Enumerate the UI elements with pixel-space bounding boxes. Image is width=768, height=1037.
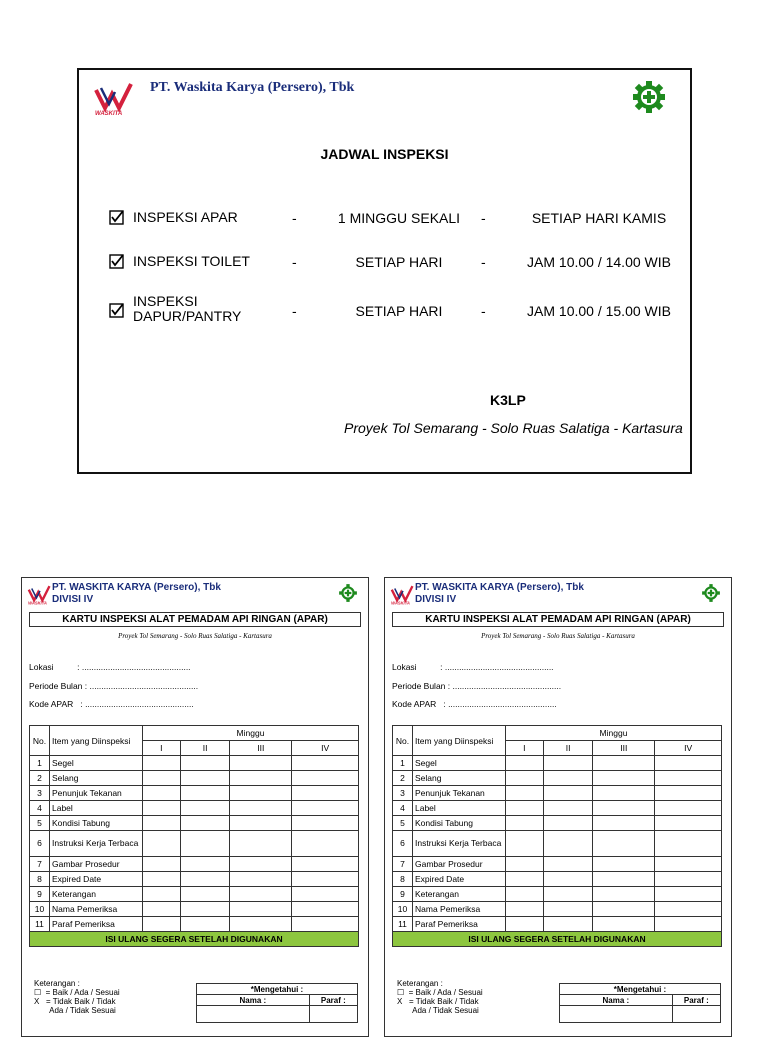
table-row xyxy=(393,872,722,887)
cell[interactable] xyxy=(180,872,230,887)
table-row xyxy=(30,801,359,816)
inspection-card-left xyxy=(21,577,369,1037)
cell[interactable] xyxy=(230,902,292,917)
legend-line: ☐ = Baik / Ada / Sesuai xyxy=(34,988,120,997)
logo-text: WASKITA xyxy=(95,111,123,116)
cell[interactable] xyxy=(292,857,359,872)
cell[interactable] xyxy=(230,756,292,771)
cell[interactable] xyxy=(506,831,544,857)
cell[interactable] xyxy=(180,801,230,816)
row-no: 4 xyxy=(393,801,413,816)
cell[interactable] xyxy=(143,887,181,902)
cell[interactable] xyxy=(543,917,593,932)
inspection-table xyxy=(29,725,359,947)
schedule-row xyxy=(109,294,679,334)
cell[interactable] xyxy=(292,816,359,831)
cell[interactable] xyxy=(593,872,655,887)
cell[interactable] xyxy=(655,801,722,816)
row-no: 1 xyxy=(30,756,50,771)
paraf-cell[interactable] xyxy=(672,1006,720,1023)
separator: - xyxy=(481,303,486,319)
legend-line: X = Tidak Baik / Tidak xyxy=(397,997,479,1006)
row-item: Label xyxy=(50,801,143,816)
cell[interactable] xyxy=(143,872,181,887)
row-item: Keterangan xyxy=(50,887,143,902)
cell[interactable] xyxy=(593,857,655,872)
nama-label: Nama : xyxy=(197,995,310,1006)
cell[interactable] xyxy=(593,756,655,771)
cell[interactable] xyxy=(655,771,722,786)
cell[interactable] xyxy=(506,816,544,831)
row-item: Penunjuk Tekanan xyxy=(413,786,506,801)
k3lp-label: K3LP xyxy=(490,392,526,408)
table-row xyxy=(393,756,722,771)
week-header: II xyxy=(543,741,593,756)
schedule-panel xyxy=(77,68,692,474)
separator: - xyxy=(481,254,486,270)
schedule-item-name: INSPEKSI APAR xyxy=(133,209,238,225)
cell[interactable] xyxy=(180,756,230,771)
week-header: III xyxy=(593,741,655,756)
company-name: PT. Waskita Karya (Persero), Tbk xyxy=(150,80,355,95)
table-row xyxy=(393,887,722,902)
mengetahui-label: *Mengetahui : xyxy=(197,984,358,995)
cell[interactable] xyxy=(593,917,655,932)
row-no: 8 xyxy=(30,872,50,887)
row-no: 6 xyxy=(30,831,50,857)
card-project: Proyek Tol Semarang - Solo Ruas Salatiga - Kartasura xyxy=(118,632,272,640)
legend-line: ☐ = Baik / Ada / Sesuai xyxy=(397,988,483,997)
cell[interactable] xyxy=(143,857,181,872)
row-no: 7 xyxy=(30,857,50,872)
card-company xyxy=(52,582,221,606)
row-item: Gambar Prosedur xyxy=(413,857,506,872)
cell[interactable] xyxy=(180,816,230,831)
division-name: DIVISI IV xyxy=(415,594,457,605)
cell[interactable] xyxy=(593,831,655,857)
cell[interactable] xyxy=(180,857,230,872)
project-name: Proyek Tol Semarang - Solo Ruas Salatiga - Kartasura xyxy=(344,420,683,436)
cell[interactable] xyxy=(506,801,544,816)
cell[interactable] xyxy=(292,771,359,786)
field-kode: Kode APAR : .............................................. xyxy=(392,699,557,709)
cell[interactable] xyxy=(506,902,544,917)
table-row xyxy=(393,801,722,816)
cell[interactable] xyxy=(543,887,593,902)
logo-text: WASKITA xyxy=(391,600,410,606)
cell[interactable] xyxy=(143,801,181,816)
cell[interactable] xyxy=(143,816,181,831)
separator: - xyxy=(481,210,486,226)
nama-cell[interactable] xyxy=(560,1006,673,1023)
cell[interactable] xyxy=(593,771,655,786)
table-row xyxy=(30,857,359,872)
card-project: Proyek Tol Semarang - Solo Ruas Salatiga - Kartasura xyxy=(481,632,635,640)
cell[interactable] xyxy=(593,801,655,816)
separator: - xyxy=(292,254,297,270)
row-no: 3 xyxy=(393,786,413,801)
gear-cross-icon xyxy=(631,81,667,113)
schedule-frequency: SETIAP HARI xyxy=(355,303,443,319)
schedule-title: JADWAL INSPEKSI xyxy=(320,146,449,162)
cell[interactable] xyxy=(543,801,593,816)
paraf-label: Paraf : xyxy=(672,995,720,1006)
row-no: 3 xyxy=(30,786,50,801)
row-item: Selang xyxy=(50,771,143,786)
schedule-frequency: SETIAP HARI xyxy=(355,254,443,270)
table-row xyxy=(393,831,722,857)
cell[interactable] xyxy=(655,902,722,917)
cell[interactable] xyxy=(230,816,292,831)
legend xyxy=(34,979,120,1015)
checkbox-checked-icon xyxy=(109,254,125,270)
row-item: Instruksi Kerja Terbaca xyxy=(50,831,143,857)
header-minggu: Minggu xyxy=(506,726,722,741)
row-no: 2 xyxy=(393,771,413,786)
table-row xyxy=(30,887,359,902)
field-lokasi: Lokasi : .............................................. xyxy=(392,662,554,672)
row-item: Penunjuk Tekanan xyxy=(50,786,143,801)
cell[interactable] xyxy=(655,816,722,831)
header-minggu: Minggu xyxy=(143,726,359,741)
cell[interactable] xyxy=(180,771,230,786)
schedule-time: SETIAP HARI KAMIS xyxy=(531,210,667,226)
legend-heading: Keterangan : xyxy=(34,979,80,988)
nama-label: Nama : xyxy=(560,995,673,1006)
banner-row xyxy=(393,932,722,947)
cell[interactable] xyxy=(543,771,593,786)
row-no: 10 xyxy=(30,902,50,917)
cell[interactable] xyxy=(143,902,181,917)
legend-line: Ada / Tidak Sesuai xyxy=(397,1006,479,1015)
row-no: 1 xyxy=(393,756,413,771)
table-row xyxy=(393,857,722,872)
row-item: Segel xyxy=(50,756,143,771)
waskita-logo-icon xyxy=(93,82,137,116)
cell[interactable] xyxy=(143,786,181,801)
week-header: I xyxy=(143,741,181,756)
table-row xyxy=(393,902,722,917)
cell[interactable] xyxy=(506,887,544,902)
cell[interactable] xyxy=(230,887,292,902)
table-row xyxy=(30,756,359,771)
row-no: 5 xyxy=(30,816,50,831)
cell[interactable] xyxy=(543,816,593,831)
row-no: 11 xyxy=(30,917,50,932)
cell[interactable] xyxy=(506,872,544,887)
card-company xyxy=(415,582,584,606)
row-item: Nama Pemeriksa xyxy=(50,902,143,917)
cell[interactable] xyxy=(506,917,544,932)
paraf-cell[interactable] xyxy=(309,1006,357,1023)
legend-line: X = Tidak Baik / Tidak xyxy=(34,997,116,1006)
schedule-row xyxy=(109,254,679,294)
gear-cross-icon xyxy=(701,583,721,603)
company-name: PT. WASKITA KARYA (Persero), Tbk xyxy=(415,582,584,593)
row-no: 8 xyxy=(393,872,413,887)
cell[interactable] xyxy=(655,887,722,902)
row-no: 9 xyxy=(393,887,413,902)
table-row xyxy=(30,786,359,801)
table-row xyxy=(393,816,722,831)
cell[interactable] xyxy=(292,917,359,932)
cell[interactable] xyxy=(543,872,593,887)
refill-banner: ISI ULANG SEGERA SETELAH DIGUNAKAN xyxy=(393,932,722,947)
cell[interactable] xyxy=(292,756,359,771)
header-item: Item yang Diinspeksi xyxy=(413,726,506,756)
cell[interactable] xyxy=(593,902,655,917)
separator: - xyxy=(292,210,297,226)
cell[interactable] xyxy=(543,786,593,801)
week-header: II xyxy=(180,741,230,756)
sign-table xyxy=(559,983,721,1023)
row-item: Kondisi Tabung xyxy=(50,816,143,831)
week-header: IV xyxy=(292,741,359,756)
row-item: Selang xyxy=(413,771,506,786)
row-no: 10 xyxy=(393,902,413,917)
row-no: 2 xyxy=(30,771,50,786)
cell[interactable] xyxy=(655,857,722,872)
cell[interactable] xyxy=(655,756,722,771)
table-row xyxy=(30,917,359,932)
schedule-row xyxy=(109,210,679,250)
cell[interactable] xyxy=(655,831,722,857)
cell[interactable] xyxy=(230,801,292,816)
row-item: Segel xyxy=(413,756,506,771)
checkbox-checked-icon xyxy=(109,303,125,319)
cell[interactable] xyxy=(506,756,544,771)
cell[interactable] xyxy=(543,902,593,917)
cell[interactable] xyxy=(655,872,722,887)
legend xyxy=(397,979,483,1015)
cell[interactable] xyxy=(180,917,230,932)
cell[interactable] xyxy=(143,771,181,786)
schedule-time: JAM 10.00 / 15.00 WIB xyxy=(527,303,671,319)
week-header: IV xyxy=(655,741,722,756)
cell[interactable] xyxy=(593,786,655,801)
legend-line: Ada / Tidak Sesuai xyxy=(34,1006,116,1015)
nama-cell[interactable] xyxy=(197,1006,310,1023)
mengetahui-label: *Mengetahui : xyxy=(560,984,721,995)
row-no: 7 xyxy=(393,857,413,872)
cell[interactable] xyxy=(593,887,655,902)
row-item: Expired Date xyxy=(413,872,506,887)
division-name: DIVISI IV xyxy=(52,594,94,605)
cell[interactable] xyxy=(506,786,544,801)
inspection-card-right xyxy=(384,577,732,1037)
row-item: Keterangan xyxy=(413,887,506,902)
cell[interactable] xyxy=(655,917,722,932)
cell[interactable] xyxy=(543,831,593,857)
table-row xyxy=(393,771,722,786)
row-item: Label xyxy=(413,801,506,816)
cell[interactable] xyxy=(655,786,722,801)
cell[interactable] xyxy=(292,902,359,917)
table-row xyxy=(30,816,359,831)
row-item: Paraf Pemeriksa xyxy=(50,917,143,932)
cell[interactable] xyxy=(143,831,181,857)
cell[interactable] xyxy=(230,831,292,857)
cell[interactable] xyxy=(292,831,359,857)
table-row xyxy=(393,786,722,801)
header-no: No. xyxy=(393,726,413,756)
field-periode: Periode Bulan : .............................................. xyxy=(392,681,562,691)
waskita-logo-icon xyxy=(390,583,416,607)
header-no: No. xyxy=(30,726,50,756)
card-title: KARTU INSPEKSI ALAT PEMADAM API RINGAN (APAR) xyxy=(29,612,361,627)
table-row xyxy=(30,831,359,857)
field-kode: Kode APAR : .............................................. xyxy=(29,699,194,709)
card-title: KARTU INSPEKSI ALAT PEMADAM API RINGAN (APAR) xyxy=(392,612,724,627)
cell[interactable] xyxy=(292,786,359,801)
cell[interactable] xyxy=(180,902,230,917)
cell[interactable] xyxy=(143,756,181,771)
cell[interactable] xyxy=(230,857,292,872)
row-no: 4 xyxy=(30,801,50,816)
schedule-frequency: 1 MINGGU SEKALI xyxy=(337,210,461,226)
cell[interactable] xyxy=(180,887,230,902)
checkbox-checked-icon xyxy=(109,210,125,226)
cell[interactable] xyxy=(230,786,292,801)
cell[interactable] xyxy=(506,857,544,872)
gear-cross-icon xyxy=(338,583,358,603)
schedule-item-name: INSPEKSI TOILET xyxy=(133,253,250,269)
sign-table xyxy=(196,983,358,1023)
schedule-time: JAM 10.00 / 14.00 WIB xyxy=(527,254,671,270)
cell[interactable] xyxy=(292,872,359,887)
logo-text: WASKITA xyxy=(28,600,47,606)
field-lokasi: Lokasi : .............................................. xyxy=(29,662,191,672)
row-no: 11 xyxy=(393,917,413,932)
cell[interactable] xyxy=(180,786,230,801)
table-row xyxy=(30,771,359,786)
week-header: III xyxy=(230,741,292,756)
waskita-logo-icon xyxy=(27,583,53,607)
row-item: Paraf Pemeriksa xyxy=(413,917,506,932)
row-no: 5 xyxy=(393,816,413,831)
company-name: PT. WASKITA KARYA (Persero), Tbk xyxy=(52,582,221,593)
row-item: Nama Pemeriksa xyxy=(413,902,506,917)
legend-heading: Keterangan : xyxy=(397,979,443,988)
cell[interactable] xyxy=(593,816,655,831)
cell[interactable] xyxy=(543,756,593,771)
row-no: 6 xyxy=(393,831,413,857)
refill-banner: ISI ULANG SEGERA SETELAH DIGUNAKAN xyxy=(30,932,359,947)
row-item: Expired Date xyxy=(50,872,143,887)
cell[interactable] xyxy=(292,887,359,902)
row-no: 9 xyxy=(30,887,50,902)
cell[interactable] xyxy=(143,917,181,932)
cell[interactable] xyxy=(292,801,359,816)
table-row xyxy=(30,872,359,887)
separator: - xyxy=(292,303,297,319)
cell[interactable] xyxy=(230,771,292,786)
cell[interactable] xyxy=(180,831,230,857)
row-item: Instruksi Kerja Terbaca xyxy=(413,831,506,857)
row-item: Gambar Prosedur xyxy=(50,857,143,872)
table-row xyxy=(393,917,722,932)
banner-row xyxy=(30,932,359,947)
schedule-item-name: INSPEKSI DAPUR/PANTRY xyxy=(133,293,242,324)
cell[interactable] xyxy=(506,771,544,786)
field-periode: Periode Bulan : .............................................. xyxy=(29,681,199,691)
cell[interactable] xyxy=(230,872,292,887)
table-row xyxy=(30,902,359,917)
paraf-label: Paraf : xyxy=(309,995,357,1006)
inspection-table xyxy=(392,725,722,947)
cell[interactable] xyxy=(543,857,593,872)
week-header: I xyxy=(506,741,544,756)
cell[interactable] xyxy=(230,917,292,932)
header-item: Item yang Diinspeksi xyxy=(50,726,143,756)
row-item: Kondisi Tabung xyxy=(413,816,506,831)
